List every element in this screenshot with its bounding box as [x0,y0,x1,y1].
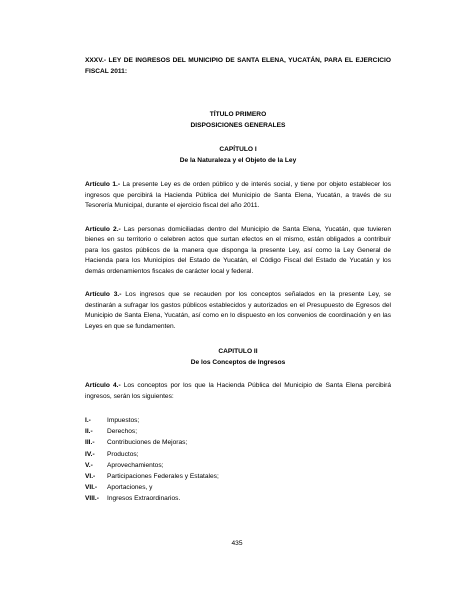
list-item [85,450,391,461]
article-2-text: Las personas domiciliadas dentro del Municipio de Santa Elena, Yucatán, que tuvieren bienes en su territorio o celebren actos que surtan efectos en el mismo, están obligados a contribuir para los gastos públicos de la manera que disponga la presente Ley, así como la Ley General de Hacienda para los Municipios del Estado de Yucatán, el Código Fiscal del Estado de Yucatán y los demás ordenamientos fiscales de carácter local y federal. [85,225,391,275]
list-item-text: Aportaciones, y [107,484,153,492]
list-item-number: VIII.- [85,495,99,503]
article-3-text: Los ingresos que se recauden por los conceptos señalados en la presente Ley, se destinarán a sufragar los gastos públicos establecidos y autorizados en el Presupuesto de Egresos del Municipio de Santa Elena, Yucatán, así como en lo dispuesto en los convenios de coordinación y en las Leyes en que se fundamenten. [85,291,391,330]
list-item-number: II.- [85,428,93,436]
article-1-label: Artículo 1.- [85,181,121,188]
list-item [85,483,391,494]
list-item-text: Productos; [107,450,139,458]
article-2-label: Artículo 2.- [85,225,121,233]
article-3-label: Artículo 3.- [85,291,122,298]
page-number: 435 [231,540,243,547]
article-3 [85,290,391,332]
list-item-text: Participaciones Federales y Estatales; [107,472,219,480]
list-item-number: VI.- [85,472,96,480]
article-4-text: Los conceptos por los que la Hacienda Pública del Municipio de Santa Elena percibirá ingresos, serán los siguientes: [85,382,392,400]
list-item [85,416,391,427]
list-item [85,438,391,449]
list-item-number: VII.- [85,484,98,492]
article-4-label: Artículo 4.- [85,382,121,389]
list-item-text: Impuestos; [107,417,140,424]
article-2 [85,225,391,278]
article-4 [85,381,391,402]
capitulo-2-label: CAPITULO II [218,348,258,355]
list-item [85,427,391,438]
article-1-text: La presente Ley es de orden público y de interés social, y tiene por objeto establecer los ingresos que percibirá la Hacienda Pública del Municipio de Santa Elena, Yucatán, a través de su Tesorería Municipal, durante el ejercicio fiscal del año 2011. [85,181,391,209]
titulo-subtitle: DISPOSICIONES GENERALES [190,121,286,129]
capitulo-1-subtitle: De la Naturaleza y el Objeto de la Ley [179,156,297,164]
capitulo-2-subtitle: De los Conceptos de Ingresos [190,358,286,366]
list-item-text: Aprovechamientos; [107,461,164,469]
capitulo-1-label: CAPÍTULO I [219,146,257,153]
list-item-number: I.- [85,417,91,424]
law-title: XXXV.- LEY DE INGRESOS DEL MUNICIPIO DE SANTA ELENA, YUCATÁN, PARA EL EJERCICIO FISCAL 2011: [85,57,391,75]
titulo-label: TÍTULO PRIMERO [209,111,267,118]
document-body [85,56,391,506]
list-item-text: Derechos; [107,428,138,436]
list-item [85,494,391,505]
list-item-number: IV.- [85,450,95,458]
article-1 [85,180,391,212]
list-item-text: Contribuciones de Mejoras; [107,439,188,447]
list-item-number: III.- [85,439,95,447]
list-item-number: V.- [85,461,93,469]
list-item [85,472,391,483]
list-item-text: Ingresos Extraordinarios. [107,495,181,503]
income-list [85,416,391,506]
list-item [85,461,391,472]
